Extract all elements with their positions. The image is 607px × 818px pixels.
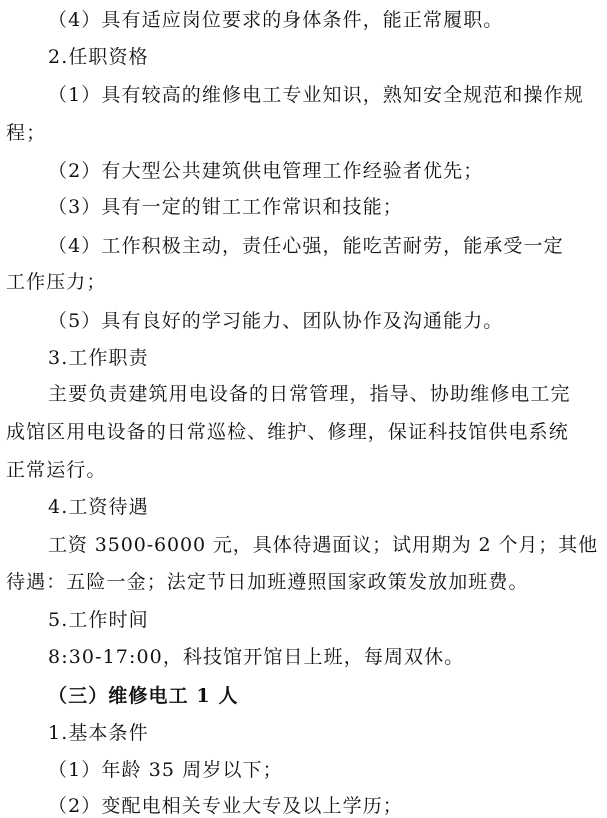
section-heading: 5.工作时间 <box>48 609 149 631</box>
text-line: 主要负责建筑用电设备的日常管理，指导、协助维修电工完 <box>48 383 571 405</box>
text-line: （2）有大型公共建筑供电管理工作经验者优先； <box>48 160 484 182</box>
text-line: （1）具有较高的维修电工专业知识，熟知安全规范和操作规 <box>48 84 584 106</box>
text-line: 待遇：五险一金；法定节日加班遵照国家政策发放加班费。 <box>6 571 529 593</box>
section-heading: 1.基本条件 <box>48 722 149 744</box>
text-line: （1）年龄 35 周岁以下； <box>48 759 283 781</box>
text-line: 正常运行。 <box>6 459 107 481</box>
subsection-heading: （三）维修电工 1 人 <box>48 685 239 707</box>
text-line: 工作压力； <box>6 271 107 293</box>
text-line: （4）具有适应岗位要求的身体条件，能正常履职。 <box>48 9 504 31</box>
section-heading: 3.工作职责 <box>48 347 149 369</box>
text-line: 程； <box>6 122 47 144</box>
text-line: （3）具有一定的钳工工作常识和技能； <box>48 196 403 218</box>
text-line: 工资 3500-6000 元，具体待遇面议；试用期为 2 个月；其他 <box>48 534 598 556</box>
text-line: 8:30-17:00，科技馆开馆日上班，每周双休。 <box>48 646 465 668</box>
text-line: （4）工作积极主动，责任心强，能吃苦耐劳，能承受一定 <box>48 235 564 257</box>
section-heading: 2.任职资格 <box>48 46 149 68</box>
text-line: （5）具有良好的学习能力、团队协作及沟通能力。 <box>48 310 504 332</box>
section-heading: 4.工资待遇 <box>48 496 149 518</box>
text-line: （2）变配电相关专业大专及以上学历； <box>48 795 403 817</box>
text-line: 成馆区用电设备的日常巡检、维护、修理，保证科技馆供电系统 <box>6 421 569 443</box>
